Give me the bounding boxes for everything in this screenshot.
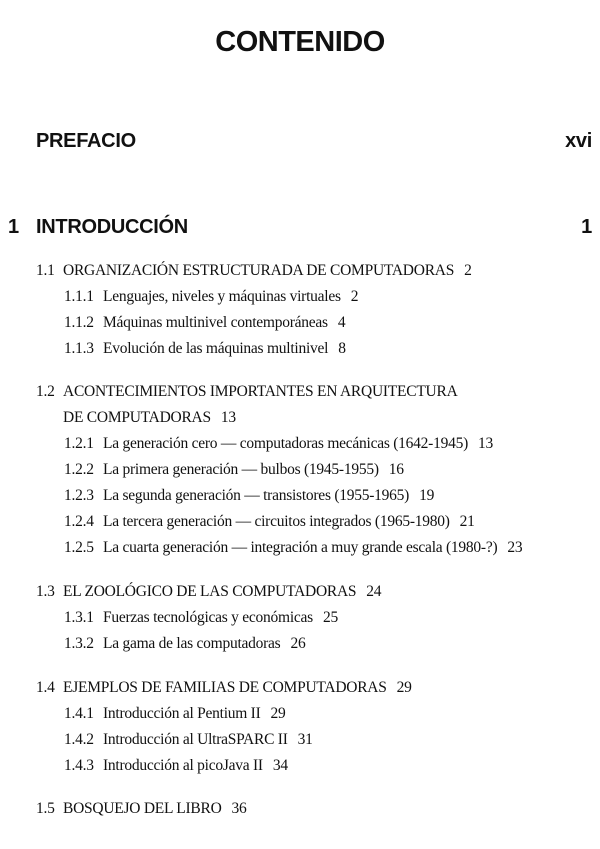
section-title: ORGANIZACIÓN ESTRUCTURADA DE COMPUTADORAS [63, 262, 455, 279]
toc-subsection-entry [64, 609, 338, 627]
toc-subsection-entry [64, 487, 434, 505]
section-page: 36 [231, 800, 247, 817]
toc-subsection-entry [64, 513, 475, 531]
subsection-page: 4 [337, 314, 346, 331]
section-page: 24 [366, 583, 382, 600]
subsection-page: 19 [419, 487, 435, 504]
subsection-title: Evolución de las máquinas multinivel [103, 340, 329, 357]
toc-subsection-entry [64, 435, 493, 453]
subsection-title: Introducción al picoJava II [103, 757, 263, 774]
chapter-page-number: 1 [581, 216, 592, 238]
subsection-title: La gama de las computadoras [103, 635, 281, 652]
section-title: DE COMPUTADORAS [63, 409, 211, 426]
subsection-page: 29 [270, 705, 286, 722]
toc-section-entry [36, 679, 412, 697]
toc-subsection-entry [64, 288, 358, 306]
subsection-page: 8 [338, 340, 346, 357]
subsection-page: 25 [322, 609, 338, 626]
subsection-title: Lenguajes, niveles y máquinas virtuales [103, 288, 341, 305]
section-page: 2 [464, 262, 472, 279]
subsection-number: 1.2.3 [64, 487, 94, 504]
subsection-title: La segunda generación — transistores (1955-1965) [103, 487, 410, 504]
subsection-page: 2 [350, 288, 359, 305]
section-number: 1.1 [36, 262, 55, 279]
subsection-title: La cuarta generación — integración a muy grande escala (1980-?) [103, 539, 498, 556]
section-page: 13 [220, 409, 236, 426]
section-title: EJEMPLOS DE FAMILIAS DE COMPUTADORAS [63, 679, 387, 696]
toc-section-entry [36, 383, 458, 401]
section-title: EL ZOOLÓGICO DE LAS COMPUTADORAS [63, 583, 357, 600]
subsection-number: 1.1.2 [64, 314, 94, 331]
toc-subsection-entry [64, 314, 345, 332]
toc-section-entry [36, 262, 472, 280]
subsection-title: Fuerzas tecnológicas y económicas [103, 609, 313, 626]
subsection-number: 1.4.1 [64, 705, 94, 722]
toc-subsection-entry [64, 340, 346, 358]
subsection-page: 23 [507, 539, 523, 556]
subsection-title: Introducción al UltraSPARC II [103, 731, 288, 748]
toc-subsection-entry [64, 705, 286, 723]
subsection-number: 1.4.3 [64, 757, 94, 774]
subsection-title: La primera generación — bulbos (1945-1955) [103, 461, 379, 478]
toc-subsection-entry [64, 757, 288, 775]
subsection-page: 21 [459, 513, 475, 530]
section-number: 1.4 [36, 679, 55, 696]
subsection-title: Máquinas multinivel contemporáneas [103, 314, 328, 331]
preface-label: PREFACIO [36, 130, 136, 152]
subsection-number: 1.1.3 [64, 340, 94, 357]
toc-subsection-entry [64, 635, 305, 653]
toc-section-entry [36, 800, 247, 818]
section-page: 29 [396, 679, 412, 696]
subsection-number: 1.2.5 [64, 539, 94, 556]
subsection-number: 1.2.4 [64, 513, 94, 530]
section-title: BOSQUEJO DEL LIBRO [63, 800, 222, 817]
chapter-title: INTRODUCCIÓN [36, 216, 188, 238]
toc-subsection-entry [64, 539, 522, 557]
page-title: CONTENIDO [215, 26, 385, 58]
toc-subsection-entry [64, 731, 313, 749]
subsection-page: 13 [477, 435, 493, 452]
toc-section-entry [36, 583, 381, 601]
subsection-number: 1.4.2 [64, 731, 94, 748]
subsection-number: 1.3.2 [64, 635, 94, 652]
section-number: 1.2 [36, 383, 55, 400]
subsection-title: La generación cero — computadoras mecánicas (1642-1945) [103, 435, 468, 452]
toc-section-continuation [63, 409, 236, 427]
toc-subsection-entry [64, 461, 404, 479]
subsection-number: 1.2.2 [64, 461, 94, 478]
subsection-page: 16 [388, 461, 404, 478]
subsection-title: Introducción al Pentium II [103, 705, 261, 722]
subsection-number: 1.2.1 [64, 435, 94, 452]
subsection-number: 1.3.1 [64, 609, 94, 626]
subsection-page: 34 [272, 757, 288, 774]
subsection-page: 31 [297, 731, 313, 748]
preface-page-number: xvi [565, 130, 592, 152]
subsection-number: 1.1.1 [64, 288, 94, 305]
section-number: 1.3 [36, 583, 55, 600]
section-title: ACONTECIMIENTOS IMPORTANTES EN ARQUITECTURA [63, 383, 458, 400]
chapter-number: 1 [8, 216, 19, 238]
section-number: 1.5 [36, 800, 55, 817]
subsection-title: La tercera generación — circuitos integrados (1965-1980) [103, 513, 450, 530]
subsection-page: 26 [290, 635, 306, 652]
